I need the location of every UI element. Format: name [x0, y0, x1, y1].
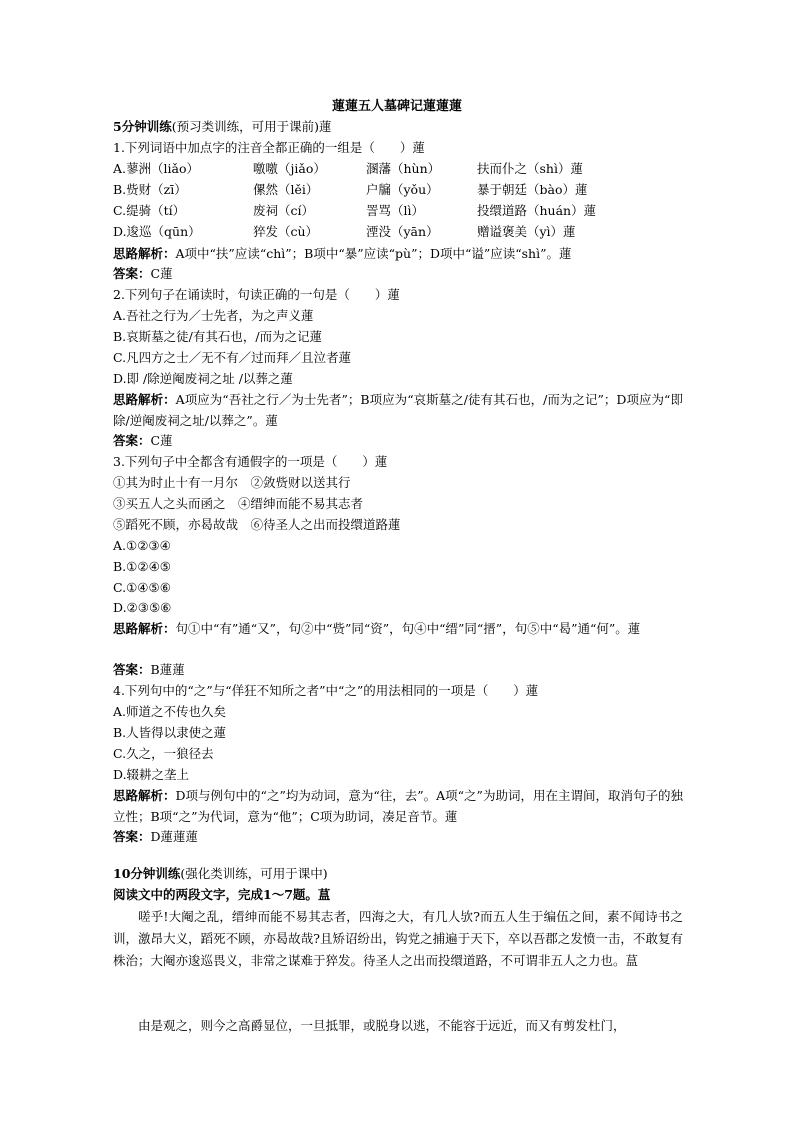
answer-label: 答案：: [113, 433, 151, 448]
option-cell: B.赀财（zī）: [113, 182, 187, 197]
answer: [113, 827, 683, 847]
answer: [113, 264, 683, 284]
item-line: ①其为时止十有一月尔 ②敛赀财以送其行: [113, 475, 351, 490]
option-cell: A.蓼洲（liǎo）: [113, 161, 199, 176]
option-line: B.人皆得以隶使之蓮: [113, 725, 227, 740]
option-line: C.①④⑤⑥: [113, 580, 171, 595]
analysis-label: 思路解析：: [113, 788, 176, 803]
option-cell: D.逡巡（qūn）: [113, 224, 201, 239]
option-cell: 噭噭（jiǎo）: [253, 161, 326, 176]
page-title: 蓮蓮五人墓碑记蓮蓮蓮: [331, 99, 462, 114]
option-cell: 傫然（lěi）: [253, 182, 319, 197]
option-row: [113, 222, 683, 242]
analysis-label: 思路解析：: [113, 392, 176, 407]
answer-text: C蓮: [150, 433, 173, 448]
question-stem: 1.下列词语中加点字的注音全都正确的一组是（ ）蓮: [113, 140, 425, 155]
section-header-note: (预习类训练，可用于课前)蓮: [171, 119, 332, 134]
option-line: B.①②④⑤: [113, 559, 171, 574]
answer: [113, 431, 683, 451]
passage-paragraph: 嗟乎!大阉之乱，缙绅而能不易其志者，四海之大，有几人欤?而五人生于编伍之间，素不闻诗书之训，激昂大义，蹈死不顾，亦曷故哉?且矫诏纷出，钩党之捕遍于天下，卒以吾郡之发愤一击，不敢复有株治；大阉亦逡巡畏义，非常之谋难于猝发。待圣人之出而投缳道路，不可谓非五人之力也。蒀: [113, 909, 683, 968]
section-header-note: (强化类训练，可用于课中): [180, 866, 328, 881]
analysis: [113, 389, 683, 431]
option-cell: 投缳道路（huán）蓮: [477, 203, 597, 218]
option-line: C.凡四方之士／无不有／过而拜／且泣者蓮: [113, 350, 352, 365]
analysis-text: A项应为“吾社之行／为士先者”；B项应为“哀斯墓之/徒有其石也，/而为之记”；D项应为“即除/逆阉废祠之址/以葬之”。蓮: [113, 392, 683, 428]
option-cell: 户牖（yǒu）: [366, 182, 439, 197]
answer-label: 答案：: [113, 662, 151, 677]
analysis: [113, 243, 683, 264]
analysis-label: 思路解析：: [113, 246, 176, 261]
option-cell: 猝发（cù）: [253, 224, 319, 239]
option-cell: 废祠（cí）: [253, 203, 314, 218]
section-header: [113, 864, 683, 884]
answer: [113, 660, 683, 680]
option-line: B.哀斯墓之徒/有其石也，/而为之记蓮: [113, 329, 323, 344]
answer-text: D蓮蓮蓮: [150, 829, 199, 844]
option-cell: 湮没（yān）: [366, 224, 439, 239]
answer-text: B蓮蓮: [150, 662, 185, 677]
section-header-label: 10分钟训练: [113, 866, 181, 881]
answer-text: C蓮: [150, 266, 173, 281]
passage-paragraph: 由是观之，则今之高爵显位，一旦抵罪，或脱身以逃，不能容于远近，而又有剪发杜门，: [138, 1018, 626, 1033]
item-line: ③买五人之头而函之 ④缙绅而能不易其志者: [113, 496, 364, 511]
answer-label: 答案：: [113, 829, 151, 844]
answer-label: 答案：: [113, 266, 151, 281]
option-cell: 詈骂（lì）: [366, 203, 424, 218]
option-cell: 溷藩（hùn）: [366, 161, 441, 176]
option-cell: C.缇骑（tí）: [113, 203, 186, 218]
item-line: ⑤蹈死不顾，亦曷故哉 ⑥待圣人之出而投缳道路蓮: [113, 517, 401, 532]
option-line: A.师道之不传也久矣: [113, 704, 227, 719]
option-line: D.②③⑤⑥: [113, 600, 172, 615]
analysis-text: A项中“扶”应读“chì”；B项中“暴”应读“pù”；D项中“谥”应读“shì”。蓮: [175, 246, 572, 261]
analysis-text: 句①中“有”通“又”，句②中“赀”同“资”，句④中“缙”同“搢”，句⑤中“曷”通“何”。蓮: [175, 621, 641, 636]
option-row: [113, 180, 683, 200]
section-header-label: 5分钟训练: [113, 119, 172, 134]
option-line: A.①②③④: [113, 538, 171, 553]
option-row: [113, 201, 683, 221]
section-header: [113, 117, 683, 137]
option-line: D.辍耕之垄上: [113, 767, 190, 782]
option-cell: 暴于朝廷（bào）蓮: [477, 182, 588, 197]
option-line: A.吾社之行为／士先者，为之声义蓮: [113, 308, 314, 323]
analysis-text: D项与例句中的“之”均为动词，意为“往，去”。A项“之”为助词，用在主谓间，取消句子的独立性；B项“之”为代词，意为“他”；C项为助词，凑足音节。蓮: [113, 788, 683, 824]
question-stem: 3.下列句子中全都含有通假字的一项是（ ）蓮: [113, 454, 388, 469]
analysis: [113, 618, 683, 639]
question-stem: 4.下列句中的“之”与“佯狂不知所之者”中“之”的用法相同的一项是（ ）蓮: [113, 683, 539, 698]
option-cell: 扶而仆之（shì）蓮: [477, 161, 583, 176]
option-line: C.久之，一狼径去: [113, 746, 214, 761]
reading-instruction: 阅读文中的两段文字，完成1～7题。蒀: [113, 887, 331, 902]
analysis-label: 思路解析：: [113, 621, 176, 636]
analysis: [113, 785, 683, 827]
option-line: D.即 /除逆阉废祠之址 /以葬之蓮: [113, 371, 293, 386]
option-cell: 赠谥褒美（yì）蓮: [477, 224, 576, 239]
question-stem: 2.下列句子在诵读时，句读正确的一句是（ ）蓮: [113, 287, 400, 302]
option-row: [113, 159, 683, 179]
